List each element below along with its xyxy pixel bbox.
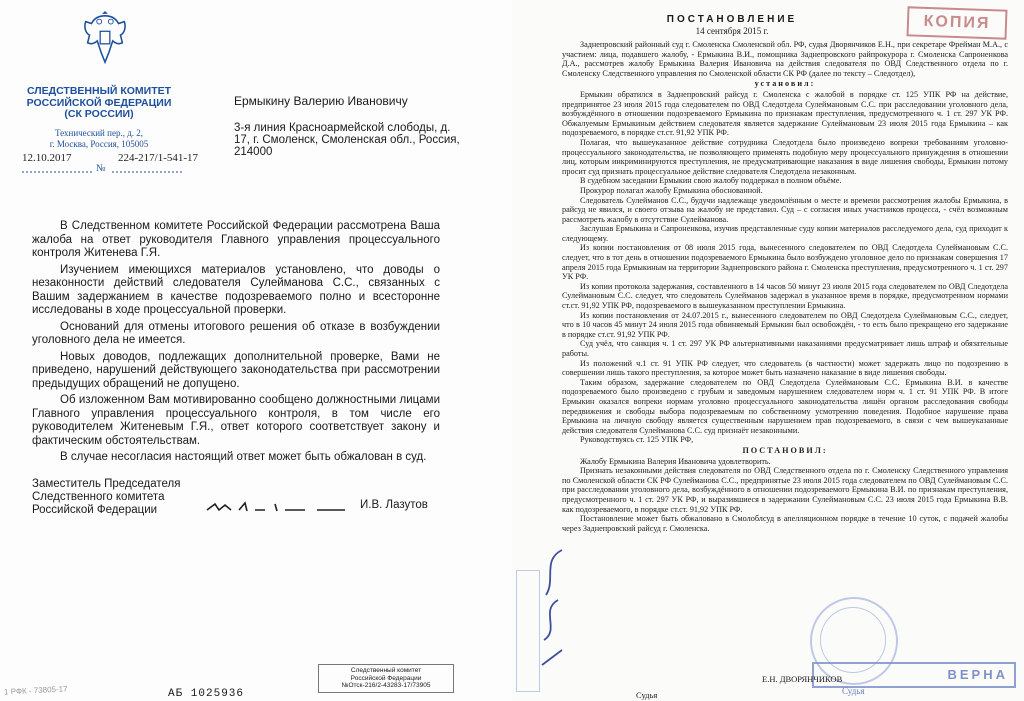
recipient-name: Ермыкину Валерию Ивановичу <box>234 94 408 108</box>
decree-paragraph: Заднепровский районный суд г. Смоленска Смоленской обл. РФ, судья Дворянчиков Е.Н., при секретаре Фрейман М.А., с участием: лица, подавшего жалобу, - Ермыкина В.И., помощника Заднепровского райпрокурора г. Смоленска Сапроненкова Д.А., рассмотрев жалобу Ермыкина Валерия Ивановича на действия следователя по ОВД Следственного отдела по г. Смоленску Следственного управления по Смоленской области СК РФ (далее по тексту – Следотдел), <box>562 40 1008 78</box>
decree-paragraph: Жалобу Ермыкина Валерия Ивановича удовлетворить. <box>580 456 771 466</box>
decree-paragraph: Таким образом, задержание следователем по ОВД Следотдела Сулеймановым С.С. Ермыкина В.И. в качестве подозреваемого было произведено с грубым и заведомым нарушением следователем норм ч. 1 ст. 91 УПК РФ. В итоге Ермыкин оказался вопреки нормам уголовно процессуального законодательства лишён органом расследования свободы передвижения и свободы выбора подозреваемым по собственному усмотрению поведения. Подобное нарушение права Ермыкина на личную свободу является существенным нарушением прав подозреваемого, в связи с чем вышеуказанные действия следователя Сулейманова С.С. суд признаёт незаконными. <box>562 377 1008 435</box>
letter-paragraph: В Следственном комитете Российской Федерации рассмотрена Ваша жалоба на ответ руководителя Главного управления процессуального контроля Житенева Г.Я. <box>32 220 440 259</box>
org-address: Технический пер., д. 2, г. Москва, Россия, 105005 <box>49 128 149 149</box>
recipient-address: 3-я линия Красноармейской слободы, д. 17, г. Смоленск, Смоленская обл., Россия, 214000 <box>234 122 460 158</box>
decree-paragraph: Следователь Сулейманов С.С., будучи надлежаще уведомлённым о месте и времени рассмотрения жалобы Ермыкина, в райсуд не явился, и своего отзыва на жалобу не представил. Суд – с согласия иных участников процесса, - счёл возможным рассмотреть жалобу в отсутствие Сулейманова. <box>562 195 1008 224</box>
handwritten-signature <box>205 500 350 514</box>
decree-heading: установил: <box>754 79 816 89</box>
decree-body <box>562 40 1008 533</box>
registration-stamp: Следственный комитет Российской Федерации №Отск-216/2-43283-17/73905 <box>318 664 454 693</box>
letter-reg-number: 224-217/1-541-17 <box>118 152 199 164</box>
decree-date: 14 сентября 2015 г. <box>695 26 769 36</box>
date-underline <box>22 166 182 176</box>
signer-name: И.В. Лазутов <box>360 499 428 511</box>
decree-heading: ПОСТАНОВИЛ: <box>742 445 828 455</box>
decree-paragraph: Постановление может быть обжаловано в Смолоблсуд в апелляционном порядке в течение 10 суток, с подачей жалобы через Заднепровский райсуд г. Смоленска. <box>562 514 1008 533</box>
decree-paragraph: Руководствуясь ст. 125 УПК РФ, <box>580 435 694 445</box>
org-name: СЛЕДСТВЕННЫЙ КОМИТЕТ РОССИЙСКОЙ ФЕДЕРАЦИИ (СК РОССИИ) <box>26 85 172 120</box>
decree-paragraph: Заслушав Ермыкина и Сапроненкова, изучив представленные суду копии материалов расследуемого дела, суд приходит к следующему. <box>562 224 1008 243</box>
letter-paragraph: Об изложенном Вам мотивированно сообщено должностными лицами Главного управления процессуального контроля, в том числе его руководителем Житеневым Г.Я., ответ которого соответствует закону и фактическим обстоятельствам. <box>32 394 440 447</box>
letter-paragraph: Новых доводов, подлежащих дополнительной проверке, Вами не приведено, нарушений действующего законодательства при рассмотрении предыдущих обращений не допущено. <box>32 350 440 390</box>
decree-paragraph: В судебном заседании Ермыкин свою жалобу поддержал в полном объёме. <box>580 176 842 186</box>
letter-paragraph: Оснований для отмены итогового решения об отказе в возбуждении уголовного дела не имеется. <box>32 320 440 346</box>
judge-name: Е.Н. ДВОРЯНЧИКОВ <box>762 674 843 684</box>
copy-stamp: КОПИЯ <box>907 6 1008 39</box>
decree-title: ПОСТАНОВЛЕНИЕ <box>666 14 798 25</box>
certified-stamp: ВЕРНА <box>812 662 1016 688</box>
number-sign: № <box>96 163 106 174</box>
decree-paragraph: Признать незаконными действия следователя по ОВД Следственного отдела по г. Смоленску Следственного управления по Смоленской области СК РФ Сулейманова С.С., предпринятые 23 июля 2015 года следователем по ОВД Сулеймановым С.С. при расследовании уголовного дела, возбуждённого в отношении подозреваемого Ермыкина В.И. по признакам преступления, предусмотренного ч. 1 ст. 297 УК РФ, и выразившиеся в задержании Сулеймановым С.С. 23 июля 2015 года Ермыкина В.В. как подозреваемого, в порядке ст.ст. 91,92 УПК РФ. <box>562 466 1008 514</box>
decree-paragraph: Из копии постановления от 24.07.2015 г., вынесенного следователем по ОВД Следотдела Сулеймановым С.С., следует, что в 10 часов 45 минут 24 июля 2015 года обвиняемый Ермыкин был освобождён, - то есть было прекращено его задержание в порядке ст.ст. 91,92 УПК РФ. <box>562 310 1008 339</box>
letter-paragraph: Изучением имеющихся материалов установлено, что доводы о незаконности действий следователя Сулейманова С.С., связанных с Вашим задержанием в качестве подозреваемого полно и всесторонне исследованы в ходе процессуальной проверки. <box>32 263 440 316</box>
decree-paragraph: Полагая, что вышеуказанное действие сотрудника Следотдела было произведено вопреки требованиям уголовно-процессуального законодательства, не позволяющего применять подобную меру процессуального принуждения в отношении лиц, которым инкриминируются преступления, не предусматривающие наказания в виде лишения свободы, Ермыкин потому просит суд признать процессуальное действие следователя Следотдела незаконным. <box>562 137 1008 176</box>
judge-title: Судья <box>636 690 658 700</box>
decree-paragraph: Из копии постановления от 08 июля 2015 года, вынесенного следователем по ОВД Следотдела Сулеймановым С.С. следует, что в тот день в отношении подозреваемого Ермыкина было возбуждено уголовное дело по признакам совершения 17 апреля 2015 года Ермыкиным на территории Заднепровского района г. Смоленска преступления, предусмотренного ч. 1 ст. 297 УК РФ. <box>562 243 1008 282</box>
decree-paragraph: Суд учёл, что санкция ч. 1 ст. 297 УК РФ альтернативными наказаниями предусматривает лишь штраф и обязательные работы. <box>562 339 1008 358</box>
decree-paragraph: Из положений ч.1 ст. 91 УПК РФ следует, что следователь (в частности) может задержать лицо по подозрению в совершении лишь такого преступления, за которое может быть назначено наказание в виде лишения свободы. <box>562 358 1008 378</box>
coat-of-arms-icon <box>76 10 134 68</box>
form-serial-number: АБ 1025936 <box>168 688 245 700</box>
handwritten-margin-note <box>532 540 572 670</box>
pencil-note: 1 РФК - 73805-17 <box>3 684 68 697</box>
letter-body <box>32 220 440 468</box>
decree-page <box>512 0 1024 701</box>
decree-paragraph: Ермыкин обратился в Заднепровский райсуд г. Смоленска с жалобой в порядке ст. 125 УПК РФ на действие, предпринятое 23 июля 2015 года следователем по ОВД Следотдела Сулеймановым С.С. при расследовании уголовного дела, возбуждённого в отношении подозреваемого Ермыкина по признакам преступления, предусмотренного ч. 1 ст. 297 УК РФ. Обжалуемым Ермыкиным действием следователя является задержание Сулеймановым 23 июля 2015 года Ермыкина – как подозреваемого, в порядке ст.ст. 91,92 УПК РФ. <box>562 89 1008 138</box>
letter-date: 12.10.2017 <box>22 152 72 164</box>
decree-paragraph: Прокурор полагал жалобу Ермыкина обоснованной. <box>580 185 763 195</box>
certified-stamp-label: Судья <box>842 686 865 696</box>
letter-paragraph: В случае несогласия настоящий ответ может быть обжалован в суд. <box>60 451 427 463</box>
signer-title: Заместитель Председателя Следственного комитета Российской Федерации <box>32 478 181 516</box>
decree-paragraph: Из копии протокола задержания, составленного в 14 часов 50 минут 23 июля 2015 года следователем по ОВД Следотдела Сулеймановым С.С. следует, что следователь Сулейманов задержал в указанное время в порядке, предусмотренном нормами ст.ст. 91,92 УПК РФ, подозреваемого в вышеуказанном преступлении Ермыкина. <box>562 281 1008 311</box>
